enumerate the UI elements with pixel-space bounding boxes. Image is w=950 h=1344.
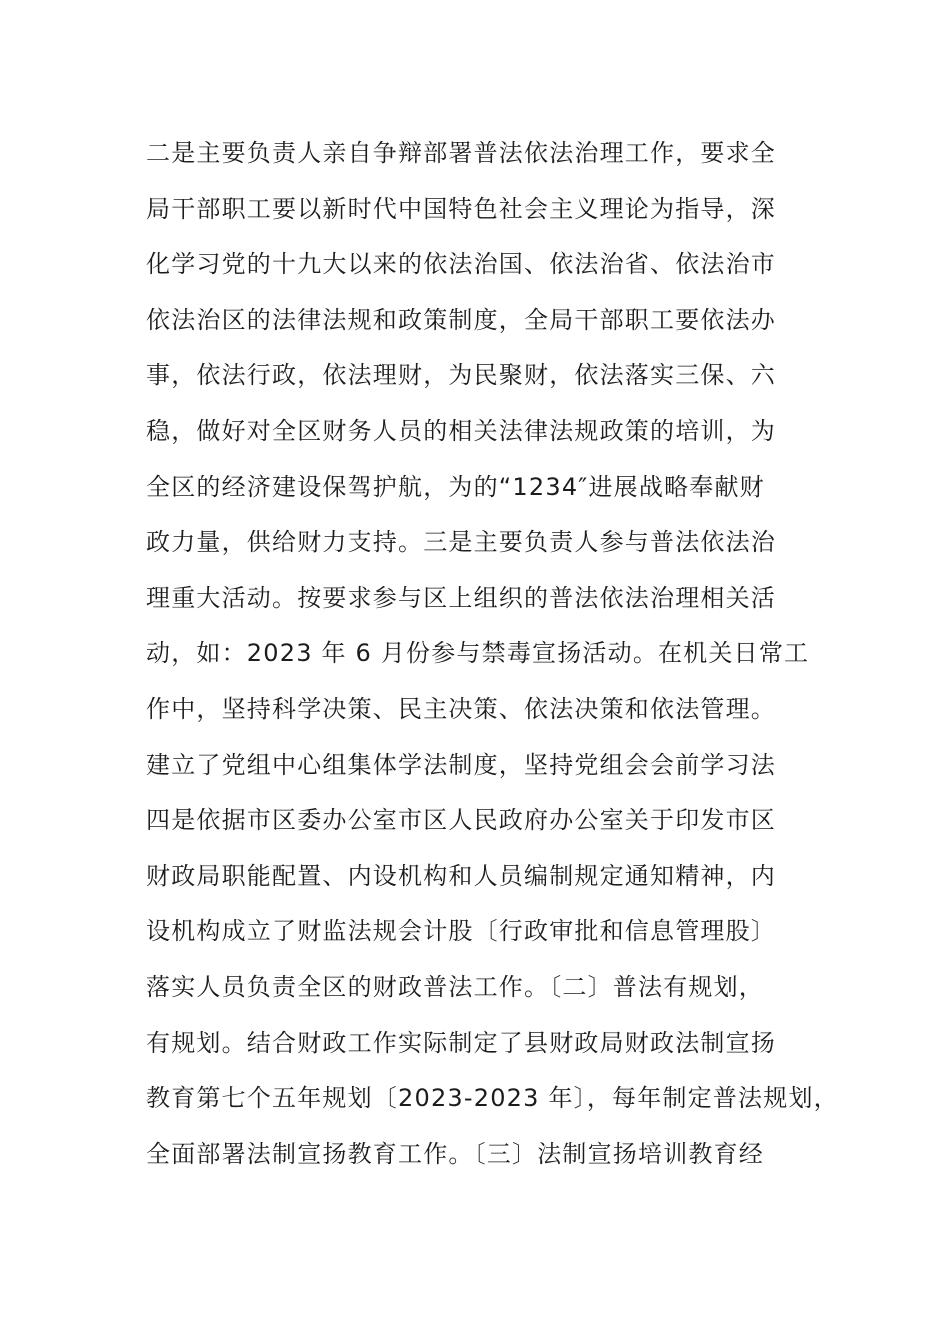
text-line: 作中，坚持科学决策、民主决策、依法决策和依法管理。 [146,694,776,723]
body-text [146,126,839,1182]
text-line: 理重大活动。按要求参与区上组织的普法依法治理相关活 [146,583,776,612]
text-line: 事，依法行政，依法理财，为民聚财，依法落实三保、六 [146,361,776,390]
text-line: 政力量，供给财力支持。三是主要负责人参与普法依法治 [146,528,776,557]
text-line: 设机构成立了财监法规会计股〔行政审批和信息管理股〕 [146,917,776,946]
text-line: 局干部职工要以新时代中国特色社会主义理论为指导，深 [146,194,776,223]
text-line: 化学习党的十九大以来的依法治国、依法治省、依法治市 [146,250,776,279]
text-line: 全面部署法制宣扬教育工作。〔三〕法制宣扬培训教育经 [146,1139,764,1168]
text-line: 全区的经济建设保驾护航，为的“1234″进展战略奉献财 [146,472,765,501]
text-line: 依法治区的法律法规和政策制度，全局干部职工要依法办 [146,305,776,334]
text-line: 财政局职能配置、内设机构和人员编制规定通知精神，内 [146,861,776,890]
text-line: 建立了党组中心组集体学法制度，坚持党组会会前学习法 [146,750,776,779]
text-line: 教育第七个五年规划〔2023-2023 年〕，每年制定普法规划， [146,1084,839,1113]
text-line: 二是主要负责人亲自争辩部署普法依法治理工作，要求全 [146,139,776,167]
text-line: 动，如：2023 年 6 月份参与禁毒宣扬活动。在机关日常工 [146,639,810,668]
text-line: 四是依据市区委办公室市区人民政府办公室关于印发市区 [146,806,776,835]
text-line: 有规划。结合财政工作实际制定了县财政局财政法制宣扬 [146,1028,776,1057]
text-line: 稳，做好对全区财务人员的相关法律法规政策的培训，为 [146,416,776,445]
text-line: 落实人员负责全区的财政普法工作。〔二〕普法有规划， [146,972,764,1001]
